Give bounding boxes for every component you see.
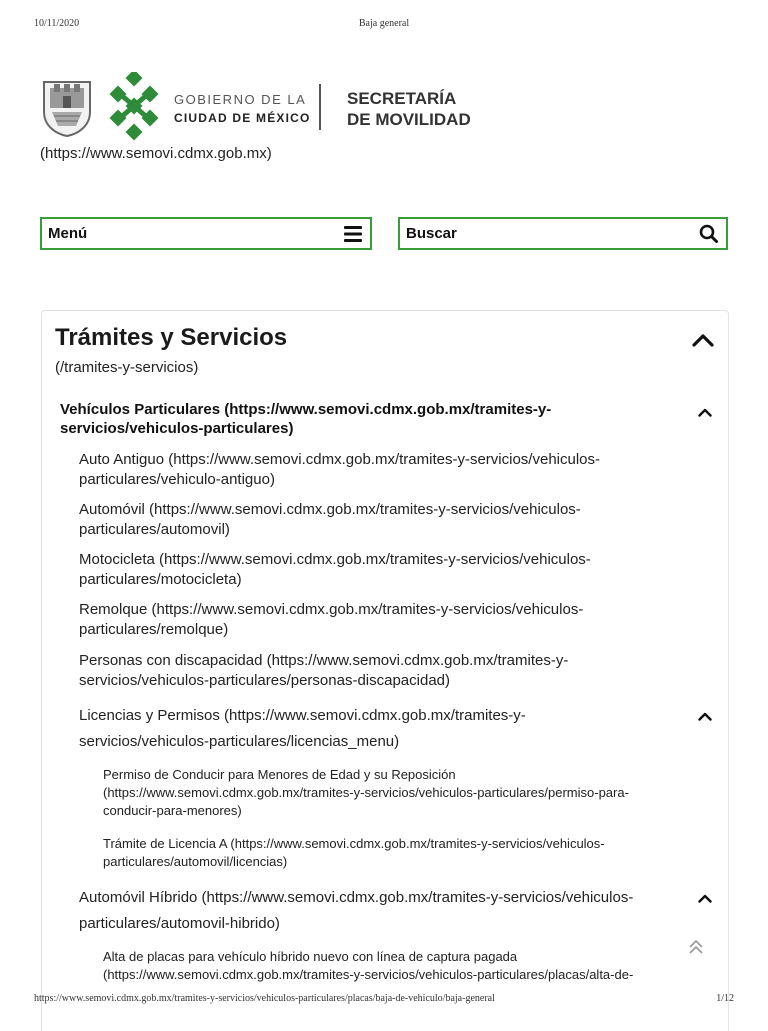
menu-label: Menú xyxy=(48,225,88,242)
item-line3: conducir-para-menores) xyxy=(103,803,242,818)
item-line1: Permiso de Conducir para Menores de Edad y su Reposición xyxy=(103,767,456,782)
search-label: Buscar xyxy=(406,225,457,242)
item-line2: particulares/motocicleta) xyxy=(79,571,242,588)
list-item[interactable] xyxy=(79,500,669,540)
item-line1: Auto Antiguo (https://www.semovi.cdmx.gob.mx/tramites-y-servicios/vehiculos- xyxy=(79,451,601,468)
item-line2: (https://www.semovi.cdmx.gob.mx/tramites-y-servicios/vehiculos-particulares/placas/alta-de- xyxy=(103,967,634,982)
list-item[interactable] xyxy=(79,600,669,640)
list-item[interactable] xyxy=(103,835,703,871)
chevron-up-icon[interactable] xyxy=(692,333,714,352)
chevron-up-icon[interactable] xyxy=(698,708,712,726)
sec-line1: SECRETARÍA xyxy=(347,89,457,108)
tramites-panel xyxy=(41,310,729,1031)
chevron-up-icon[interactable] xyxy=(698,890,712,908)
item-line1: Trámite de Licencia A (https://www.semovi.cdmx.gob.mx/tramites-y-servicios/vehiculos- xyxy=(103,836,605,851)
item-line1: Automóvil Híbrido (https://www.semovi.cdmx.gob.mx/tramites-y-servicios/vehiculos- xyxy=(79,889,634,906)
automovil-hibrido-item[interactable] xyxy=(79,885,669,937)
item-line1: Motocicleta (https://www.semovi.cdmx.gob.mx/tramites-y-servicios/vehiculos- xyxy=(79,551,591,568)
item-line2: servicios/vehiculos-particulares/personas-discapacidad) xyxy=(79,672,451,689)
print-date: 10/11/2020 xyxy=(34,18,80,29)
page-number: 1/12 xyxy=(716,993,734,1004)
print-footer-url: https://www.semovi.cdmx.gob.mx/tramites-y-servicios/vehiculos-particulares/placas/baja-de-vehiculo/baja-general xyxy=(34,993,495,1004)
item-line2: particulares/remolque) xyxy=(79,621,229,638)
list-item[interactable] xyxy=(79,450,669,490)
item-line2: particulares/automovil) xyxy=(79,521,230,538)
list-item[interactable] xyxy=(103,948,703,984)
gov-line2: CIUDAD DE MÉXICO xyxy=(174,111,311,125)
home-link[interactable]: (https://www.semovi.cdmx.gob.mx) xyxy=(40,145,272,162)
section-url[interactable]: (/tramites-y-servicios) xyxy=(55,359,199,376)
secretaria-name xyxy=(347,88,471,130)
item-line2: particulares/automovil/licencias) xyxy=(103,854,288,869)
chevron-up-icon[interactable] xyxy=(698,404,712,422)
menu-button[interactable] xyxy=(40,217,372,250)
scroll-to-top-icon[interactable] xyxy=(688,939,704,960)
cdmx-logo-icon[interactable] xyxy=(106,72,162,142)
gov-line1: GOBIERNO DE LA xyxy=(174,92,307,107)
search-bar[interactable] xyxy=(398,217,728,250)
item-line1: Remolque (https://www.semovi.cdmx.gob.mx/tramites-y-servicios/vehiculos- xyxy=(79,601,584,618)
coat-of-arms-icon[interactable] xyxy=(40,78,94,138)
item-line1: Personas con discapacidad (https://www.semovi.cdmx.gob.mx/tramites-y- xyxy=(79,652,569,669)
print-title: Baja general xyxy=(358,18,410,29)
category-line1: Vehículos Particulares (https://www.semovi.cdmx.gob.mx/tramites-y- xyxy=(60,401,552,418)
item-line1: Alta de placas para vehículo híbrido nuevo con línea de captura pagada xyxy=(103,949,518,964)
item-line2: particulares/vehiculo-antiguo) xyxy=(79,471,275,488)
list-item[interactable] xyxy=(103,766,703,820)
item-line1: Automóvil (https://www.semovi.cdmx.gob.mx/tramites-y-servicios/vehiculos- xyxy=(79,501,581,518)
category-vehiculos-particulares[interactable] xyxy=(60,400,620,438)
list-item[interactable] xyxy=(79,651,669,691)
list-item[interactable] xyxy=(79,550,669,590)
section-title[interactable]: Trámites y Servicios xyxy=(55,324,288,351)
category-line2: servicios/vehiculos-particulares) xyxy=(60,420,294,437)
sec-line2: DE MOVILIDAD xyxy=(347,110,471,129)
logo-divider xyxy=(319,84,321,130)
licencias-permisos-item[interactable] xyxy=(79,703,669,755)
item-line2: particulares/automovil-hibrido) xyxy=(79,915,280,932)
item-line2: servicios/vehiculos-particulares/licencias_menu) xyxy=(79,733,400,750)
item-line1: Licencias y Permisos (https://www.semovi.cdmx.gob.mx/tramites-y- xyxy=(79,707,526,724)
item-line2: (https://www.semovi.cdmx.gob.mx/tramites-y-servicios/vehiculos-particulares/permiso-para- xyxy=(103,785,629,800)
search-icon[interactable] xyxy=(699,224,718,243)
hamburger-icon xyxy=(344,226,362,242)
